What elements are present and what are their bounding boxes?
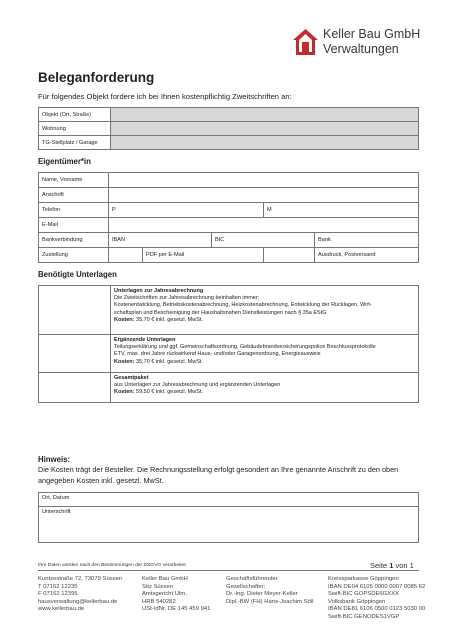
bank-name-field[interactable]: Bank bbox=[315, 233, 419, 248]
page-title: Beleganforderung bbox=[38, 70, 155, 85]
doc-line: Teilungserklärung und ggf. Gemeinschaftsordnung, Gebäudebrandversicherungspolice Beschlussprotokolle bbox=[114, 344, 376, 351]
doc-line: schaftsplan und Bescheinigung der Haushaltsnahen Dienstleistungen nach § 35a EStG bbox=[114, 309, 327, 316]
intro-text: Für folgendes Objekt fordere ich bei Ihnen kostenpflichtig Zweitschriften an: bbox=[38, 92, 292, 101]
phone-mobile-field[interactable]: M bbox=[264, 203, 419, 218]
name-field[interactable] bbox=[109, 173, 419, 188]
object-location-label: Objekt (Ort, Straße) bbox=[39, 108, 111, 122]
apartment-label: Wohnung bbox=[39, 122, 111, 136]
delivery-print-checkbox[interactable] bbox=[264, 248, 315, 263]
apartment-field[interactable] bbox=[111, 122, 419, 136]
package-checkbox[interactable] bbox=[39, 373, 111, 403]
delivery-pdf-label: PDF per E-Mail bbox=[143, 248, 264, 263]
signature-field[interactable]: Unterschrift bbox=[39, 507, 419, 543]
footer-divider bbox=[38, 570, 419, 571]
name-label: Name, Vorname bbox=[39, 173, 109, 188]
doc-line: aus Unterlagen zur Jahresabrechnung und ergänzenden Unterlagen bbox=[114, 382, 281, 389]
iban-field[interactable]: IBAN bbox=[109, 233, 212, 248]
email-label: E-Mail bbox=[39, 218, 109, 233]
annual-statement-option bbox=[111, 286, 419, 335]
documents-heading: Benötigte Unterlagen bbox=[38, 270, 117, 279]
hint-heading: Hinweis: bbox=[38, 455, 71, 464]
doc-cost: Kosten: 35,70 € inkl. gesetzl. MwSt. bbox=[114, 358, 203, 365]
page-number: Seite 1 von 1 bbox=[370, 561, 414, 570]
doc-cost: Kosten: 35,70 € inkl. gesetzl. MwSt. bbox=[114, 316, 203, 323]
house-logo-icon bbox=[292, 28, 319, 56]
garage-label: TG-Stellplatz / Garage bbox=[39, 136, 111, 150]
footer-registry: Keller Bau GmbH Sitz Süssen Amtsgericht Ulm, HRB 540282 USt-IdNr. DE 145 459 941 bbox=[142, 576, 211, 612]
additional-docs-option bbox=[111, 335, 419, 373]
annual-statement-checkbox[interactable] bbox=[39, 286, 111, 335]
documents-table bbox=[38, 285, 419, 403]
doc-line: ETV, max. drei Jahre rückwirkend Haus- und/oder Garagenordnung, Energieausweis bbox=[114, 351, 321, 358]
owner-heading: Eigentümer*in bbox=[38, 157, 91, 166]
garage-field[interactable] bbox=[111, 136, 419, 150]
additional-docs-checkbox[interactable] bbox=[39, 335, 111, 373]
doc-cost: Kosten: 59,50 € inkl. gesetzl. MwSt. bbox=[114, 389, 203, 396]
doc-title: Gesamtpaket bbox=[114, 375, 149, 381]
package-option bbox=[111, 373, 419, 403]
bic-field[interactable]: BIC bbox=[212, 233, 315, 248]
owner-table bbox=[38, 172, 419, 263]
delivery-print-label: Ausdruck, Postversand bbox=[315, 248, 419, 263]
phone-private-field[interactable]: P bbox=[109, 203, 264, 218]
doc-title: Unterlagen zur Jahresabrechnung bbox=[114, 288, 204, 294]
company-subline: Verwaltungen bbox=[323, 42, 399, 56]
doc-line: Die Zweitschriften zur Jahresabrechnung beinhalten immer: bbox=[114, 295, 260, 302]
company-logo bbox=[292, 27, 442, 59]
dsgvo-note: Ihre Daten werden nach den Bestimmungen der DSGVO verarbeitet. bbox=[38, 563, 187, 568]
address-field[interactable] bbox=[109, 188, 419, 203]
delivery-pdf-checkbox[interactable] bbox=[109, 248, 143, 263]
signature-table bbox=[38, 492, 419, 543]
email-field[interactable] bbox=[109, 218, 419, 233]
footer-management: Geschäftsführender Gesellschafter: Dr.-Ing. Dieter Meyer-Keller Dipl.-BW (FH) Hans-Joachim Söll bbox=[226, 576, 314, 605]
bank-label: Bankverbindung bbox=[39, 233, 109, 248]
doc-line: Kostenentwicklung, Betriebskostenabrechnung, Heizkostenabrechnung, Entwicklung der Rücklagen, Wirt- bbox=[114, 302, 372, 309]
place-date-field[interactable]: Ort, Datum bbox=[39, 493, 419, 507]
address-label: Anschrift bbox=[39, 188, 109, 203]
hint-text: Die Kosten trägt der Besteller. Die Rechnungsstellung erfolgt gesondert an Ihre genannte Anschrift zu den oben angegeben Kosten inkl. gesetzl. MwSt. bbox=[38, 465, 399, 485]
doc-title: Ergänzende Unterlagen bbox=[114, 337, 176, 343]
phone-label: Telefon bbox=[39, 203, 109, 218]
delivery-label: Zustellung bbox=[39, 248, 109, 263]
object-location-field[interactable] bbox=[111, 108, 419, 122]
company-name: Keller Bau GmbH bbox=[323, 27, 421, 41]
footer-contact: Kuntzestraße 72, 73079 Süssen T 07162 12235 F 07162 12395 hausverwaltung@kellerbau.de www.kellerbau.de bbox=[38, 576, 123, 612]
footer-banking: Kreissparkasse Göppingen IBAN DE04 6105 0000 0007 0085 62 Swift-BIC GOPSDE6GXXX Volksbank Göppingen IBAN DE81 6106 0500 0123 5030 00 Swift-BIC GENODES1VGP bbox=[328, 576, 426, 620]
object-table bbox=[38, 107, 419, 150]
